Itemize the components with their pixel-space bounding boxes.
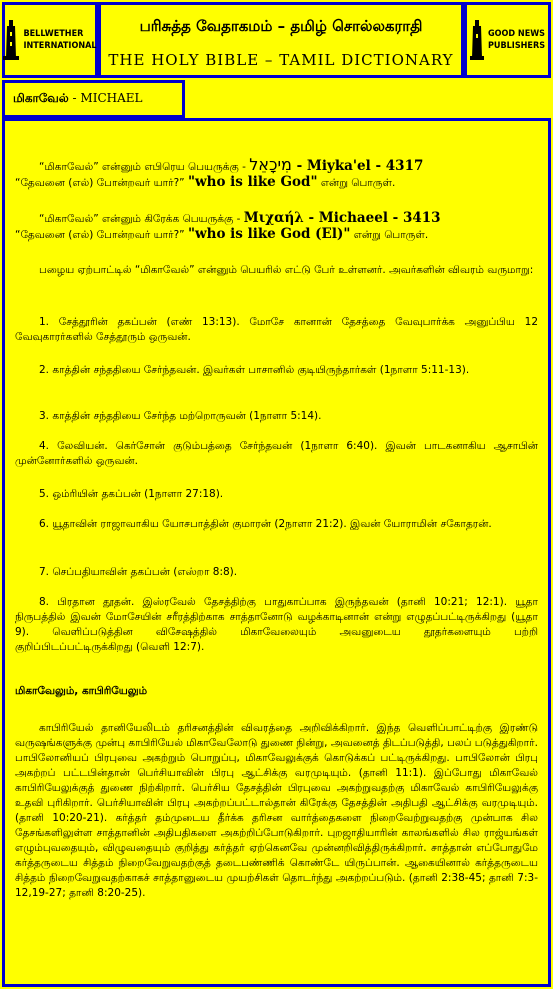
logo-left-line1: BELLWETHER — [23, 29, 84, 39]
logo-right-line1: GOOD NEWS — [487, 29, 545, 39]
term-separator: - — [68, 91, 81, 105]
tamil-title: பரிசுத்த வேதாகமம் – தமிழ் சொல்லகராதி — [139, 17, 423, 35]
list-item: 7. செப்பதியாவின் தகப்பன் (எஸ்றா 8:8). — [39, 566, 238, 578]
list-item: 3. காத்தின் சந்ததியை சேர்ந்த மற்றொருவன் (1நாளா 5:14). — [39, 410, 322, 422]
paragraph-greek: “மிகாவேல்” என்னும் கிரேக்க பெயருக்கு - Μιχαήλ - Michaeel - 3413 “தேவனை (எல்) போன்றவர் யார்?” "who is like God (El)" என்று பொருள். — [15, 210, 441, 242]
term-tamil: மிகாவேல் — [13, 91, 69, 105]
list-item: 4. லேவியன். கெர்சோன் குடும்பத்தை சேர்ந்தவன் (1நாளா 6:40). இவன் பாடகனாகிய ஆசாபின் முன்னோர்களில் ஒருவன். — [15, 440, 538, 467]
list-item: 6. யூதாவின் ராஜாவாகிய யோசபாத்தின் குமாரன் (2நாளா 21:2). இவன் யோராமின் சகோதரன். — [39, 518, 492, 530]
logo-left-line2: INTERNATIONAL — [23, 41, 97, 51]
entry-title — [2, 80, 185, 118]
section-body: காபிரியேல் தானியேலிடம் தரிசனத்தின் விவரத்தை அறிவிக்கிறார். இந்த வெளிப்பாட்டிற்கு இரண்டு வருஷங்களுக்கு முன்பு காபிரியேல் மிகாவேலோடு துணை நின்று, அவனைத் திடப்படுத்தி, பலப் படுத்துகிறார். பாபிலோனியப் பிரபுவை அகற்றும் பொறுப்பு, மிகாவேலுக்குக் கொடுக்கப் பட்டிருக்கிறது. பாபிலோன் பிரபு அகற்றப் பட்டபின்தான் பெர்சியாவின் பிரபு ஆட்சிக்கு வரமுடியும். (தானி 11:1). இப்போது மிகாவேல் காபிரியேலுக்குத் துணை நிற்கிறார். பெர்சிய தேசத்தின் பிரபுவை அகற்றுவதற்கு மிகாவேல் காபிரியேலுக்கு உதவி புரிகிறார். பெர்சியாவின் பிரபு அகற்றப்பட்டால்தான் கிரேக்கு தேசத்தின் அதிபதி ஆட்சிக்கு வரமுடியும். (தானி 10:20-21). கர்த்தர் தம்முடைய தீர்க்க தரிசன வார்த்தைகளை நிறைவேற்றுவதற்கு முன்பாக சில தேசங்களிலுள்ள சாத்தானின் அதிபதிகளை அகற்றிப்போடுகிறார். புறஜாதியாரின் காலங்களில் சில ராஜ்யங்கள் எழும்புவதையும், விழுவதையும் குறித்து கர்த்தர் ஏற்கெனவே முன்னறிவித்திருக்கிறார். சாத்தான் எப்போதுமே கர்த்தருடைய சித்தம் நிறைவேறுவதற்குத் தடைபண்ணிக் கொண்டே யிருப்பான். ஆகையினால் கர்த்தருடைய சித்தம் நிறைவேறுவதற்காகச் சாத்தானுடைய முயற்சிகள் தொடர்ந்து அகற்றப்படும். (தானி 2:38-45; தானி 7:3-12,19-27; தானி 8:20-25). — [15, 722, 538, 899]
paragraph-hebrew: “மிகாவேல்” என்னும் எபிரெய பெயருக்கு - מִיכָאֵל - Miyka'el - 4317 “தேவனை (எல்) போன்றவர் யார்?” "who is like God" என்று பொருள். — [15, 155, 424, 190]
hebrew-word: מִיכָאֵל — [249, 155, 292, 174]
page-header — [98, 2, 464, 78]
section-heading: மிகாவேலும், காபிரியேலும் — [15, 685, 148, 697]
list-item: 2. காத்தின் சந்ததியை சேர்ந்தவன். இவர்கள் பாசானில் குடியிருந்தார்கள் (1நாளா 5:11-13). — [39, 364, 470, 376]
logo-right-line2: PUBLISHERS — [487, 41, 546, 51]
entry-content — [2, 118, 551, 987]
term-english: MICHAEL — [80, 91, 143, 105]
intro-paragraph: பழைய ஏற்பாட்டில் “மிகாவேல்” என்னும் பெயரில் எட்டு பேர் உள்ளனர். அவர்களின் விவரம் வருமாறு: — [39, 264, 534, 276]
list-item: 1. சேத்தூரின் தகப்பன் (எண் 13:13). மோசே கானான் தேசத்தை வேவுபார்க்க அனுப்பிய 12 வேவுகாரர்களில் சேத்தூரும் ஒருவன். — [15, 316, 538, 343]
good-news-logo — [464, 2, 551, 78]
list-item: 8. பிரதான தூதன். இஸ்ரவேல் தேசத்திற்கு பாதுகாப்பாக இருந்தவன் (தானி 10:21; 12:1). யூதா நிருபத்தில் இவன் மோசேயின் சரீரத்திற்காக சாத்தானோடு வழக்காடினான் என்று எழுதப்பட்டிருக்கிறது (யூதா 9). வெளிப்படுத்தின விசேஷத்தில் மிகாவேலையும் அவனுடைய தூதர்களையும் பற்றி குறிப்பிடப்பட்டிருக்கிறது (வெளி 12:7). — [15, 596, 538, 653]
tower-icon — [3, 20, 19, 60]
bellwether-logo — [2, 2, 98, 78]
greek-word: Μιχαήλ — [243, 210, 304, 226]
list-item: 5. ஒம்ரியின் தகப்பன் (1நாளா 27:18). — [39, 488, 224, 500]
tower-icon — [470, 20, 484, 60]
english-title: THE HOLY BIBLE – TAMIL DICTIONARY — [108, 51, 454, 69]
